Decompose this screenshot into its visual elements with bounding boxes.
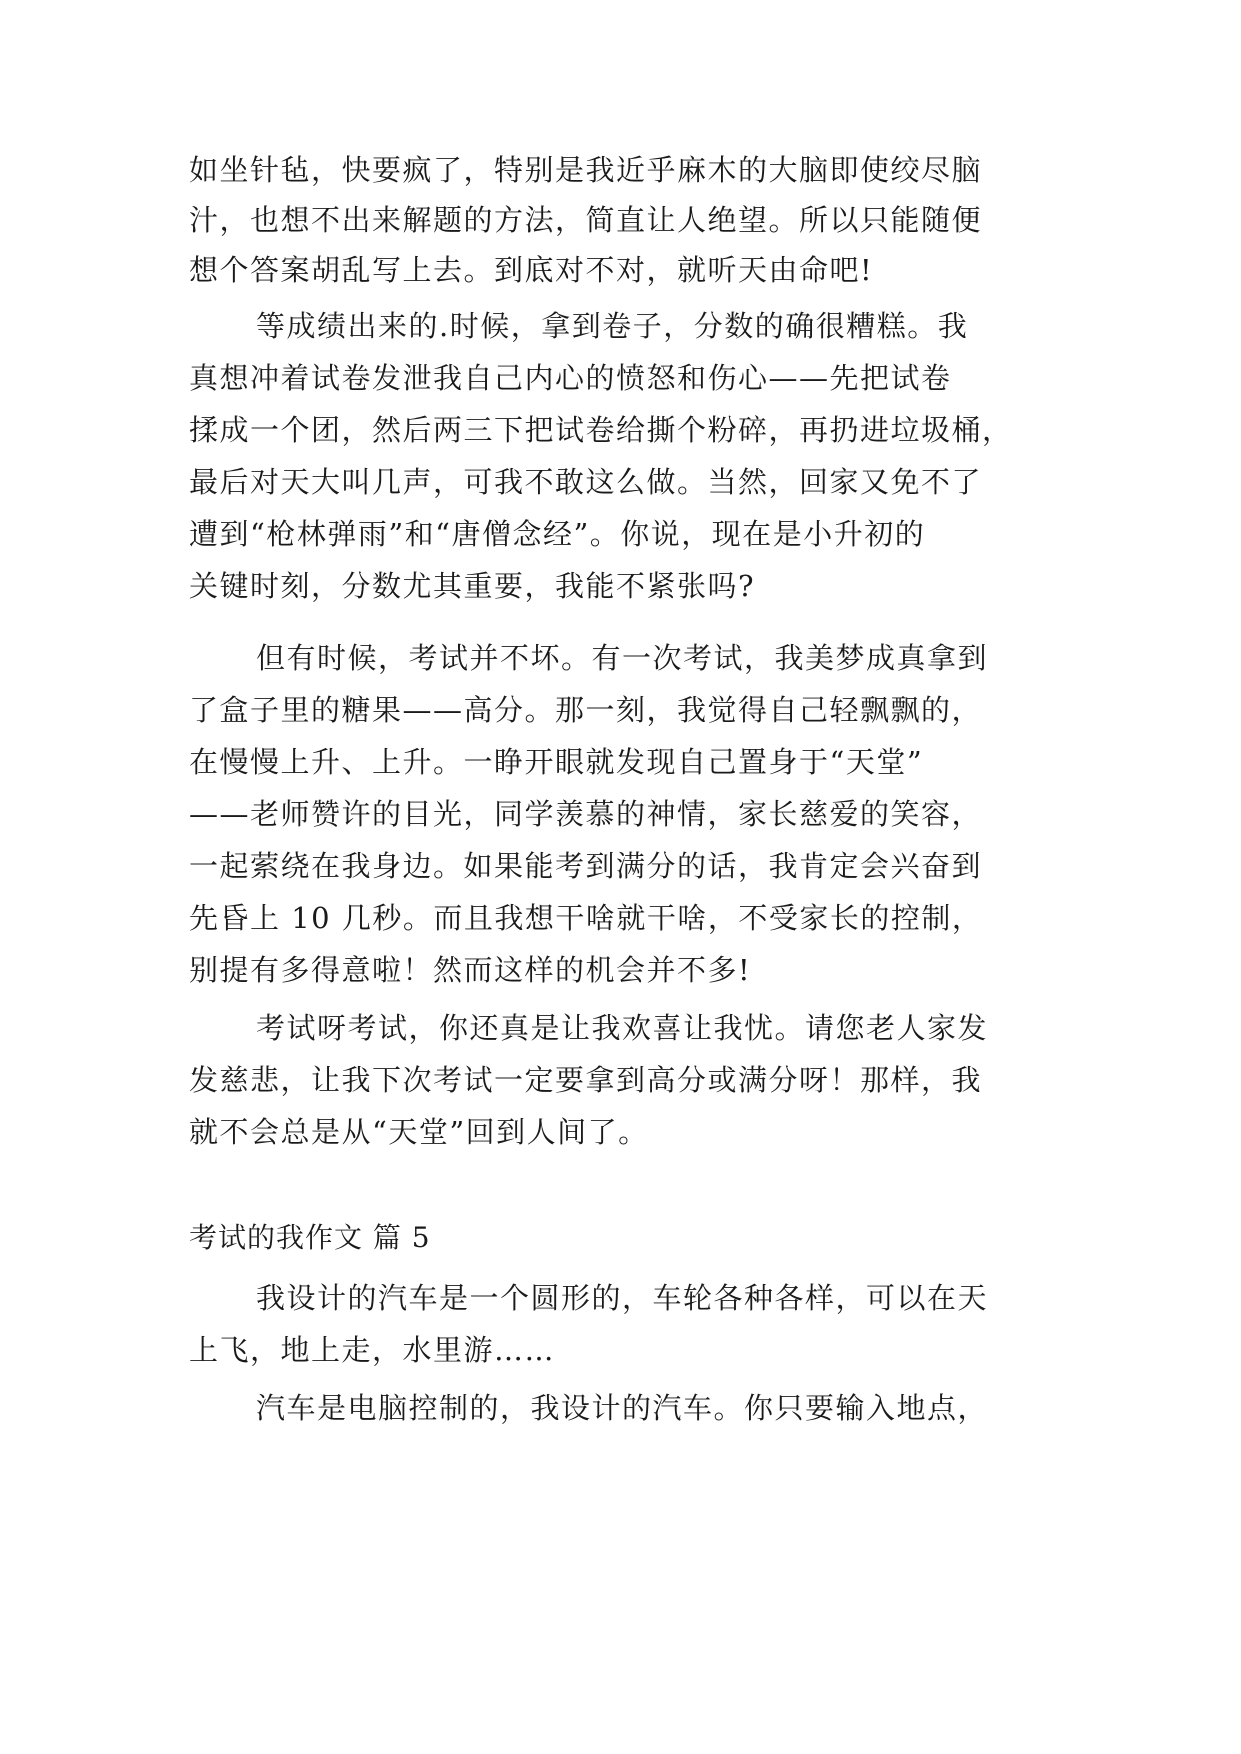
paragraph-4-line-2: 发慈悲，让我下次考试一定要拿到高分或满分呀！那样，我	[189, 1063, 983, 1097]
paragraph-2-line-2: 真想冲着试卷发泄我自己内心的愤怒和伤心——先把试卷	[189, 361, 952, 395]
paragraph-3-line-6: 先昏上 10 几秒。而且我想干啥就干啥，不受家长的控制，	[189, 901, 983, 935]
paragraph-3-line-5: 一起萦绕在我身边。如果能考到满分的话，我肯定会兴奋到	[189, 849, 983, 883]
paragraph-2-line-5: 遭到“枪林弹雨”和“唐僧念经”。你说，现在是小升初的	[189, 517, 926, 551]
section-paragraph-1-line-1: 我设计的汽车是一个圆形的，车轮各种各样，可以在天	[256, 1281, 989, 1315]
paragraph-4-line-3: 就不会总是从“天堂”回到人间了。	[189, 1115, 649, 1149]
paragraph-3-line-3: 在慢慢上升、上升。一睁开眼就发现自己置身于“天堂”	[189, 745, 924, 779]
paragraph-2-line-4: 最后对天大叫几声，可我不敢这么做。当然，回家又免不了	[189, 465, 983, 499]
paragraph-3-line-4: ——老师赞许的目光，同学羡慕的神情，家长慈爱的笑容，	[189, 797, 983, 831]
paragraph-2-line-6: 关键时刻，分数尤其重要，我能不紧张吗?	[189, 569, 756, 603]
section-paragraph-2-line-1: 汽车是电脑控制的，我设计的汽车。你只要输入地点，	[256, 1391, 989, 1425]
paragraph-1-line-1: 如坐针毡，快要疯了，特别是我近乎麻木的大脑即使绞尽脑	[189, 153, 983, 187]
section-heading: 考试的我作文 篇 5	[189, 1221, 431, 1254]
paragraph-3-line-1: 但有时候，考试并不坏。有一次考试，我美梦成真拿到	[256, 641, 989, 675]
section-paragraph-1-line-2: 上飞，地上走，水里游……	[189, 1333, 556, 1367]
paragraph-4-line-1: 考试呀考试，你还真是让我欢喜让我忧。请您老人家发	[256, 1011, 989, 1045]
paragraph-1-line-3: 想个答案胡乱写上去。到底对不对，就听天由命吧!	[189, 253, 874, 287]
paragraph-3-line-2: 了盒子里的糖果——高分。那一刻，我觉得自己轻飘飘的，	[189, 693, 983, 727]
paragraph-3-line-7: 别提有多得意啦！然而这样的机会并不多!	[189, 953, 752, 987]
paragraph-1-line-2: 汁，也想不出来解题的方法，简直让人绝望。所以只能随便	[189, 203, 983, 237]
paragraph-2-line-3: 揉成一个团，然后两三下把试卷给撕个粉碎，再扔进垃圾桶，	[189, 413, 1013, 447]
paragraph-2-line-1: 等成绩出来的.时候，拿到卷子，分数的确很糟糕。我	[256, 309, 969, 343]
